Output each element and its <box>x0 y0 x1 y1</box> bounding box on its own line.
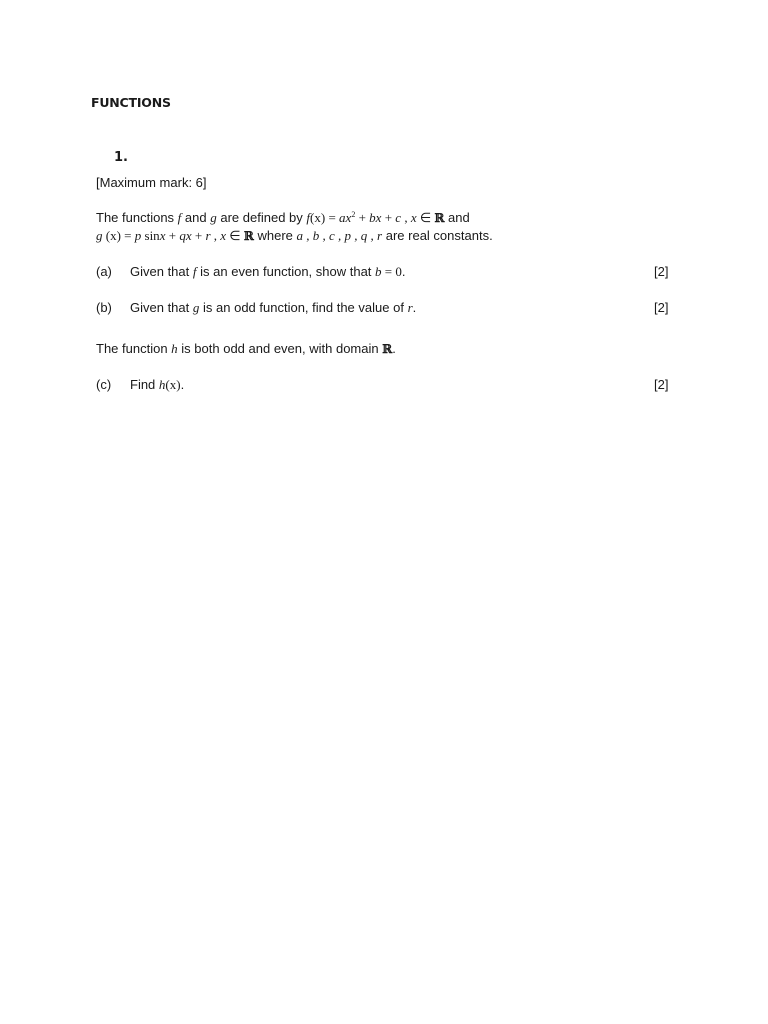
reals-symbol: ℝ <box>382 342 393 356</box>
part-c-expr-rest: (x) <box>165 377 181 392</box>
h-end: . <box>392 341 396 356</box>
part-a-expr-var: b <box>375 264 382 279</box>
g-def-r: r <box>205 228 211 243</box>
question-number: 1. <box>114 150 128 165</box>
part-b <box>96 300 416 316</box>
g-def-p: p <box>134 228 142 243</box>
g-def-q: qx <box>179 228 192 243</box>
part-c-mark: [2] <box>654 377 669 392</box>
f-def-b: bx <box>369 210 382 225</box>
f-def-xin: x <box>410 210 417 225</box>
h-text-2: is both odd and even, with domain <box>181 341 379 356</box>
part-b-text-1: Given that <box>130 300 190 315</box>
f-def-plus2: + <box>381 210 396 225</box>
g-def-plus2: + <box>191 228 206 243</box>
g-def-sin: sin <box>141 228 160 243</box>
f-def-arg: (x) <box>310 210 326 225</box>
intro-line-2 <box>96 228 493 244</box>
g-def-sx: x <box>159 228 166 243</box>
part-c <box>96 377 184 393</box>
g-def-eq: = <box>120 228 135 243</box>
h-text-1: The function <box>96 341 168 356</box>
intro-line-1 <box>96 210 470 226</box>
f-def-in: ∈ <box>416 210 435 225</box>
g-def-in: ∈ <box>226 228 244 243</box>
part-b-end: . <box>412 300 417 315</box>
and-text-2: and <box>448 210 470 225</box>
f-def-lhs: f <box>306 210 311 225</box>
g-symbol: g <box>210 210 217 225</box>
f-definition <box>306 210 444 225</box>
f-def-plus1: + <box>355 210 370 225</box>
g-definition <box>96 228 254 243</box>
part-b-mark: [2] <box>654 300 669 315</box>
intro-text-2: are defined by <box>220 210 303 225</box>
part-a-label: (a) <box>96 264 112 279</box>
part-b-text-2: is an odd function, find the value of <box>203 300 404 315</box>
h-symbol: h <box>171 341 178 356</box>
f-def-a: ax <box>339 210 352 225</box>
part-a-expr-rest: = 0 <box>381 264 402 279</box>
reals-symbol: ℝ <box>434 211 445 225</box>
g-def-lhs: g <box>96 228 103 243</box>
f-def-sep: , <box>401 210 411 225</box>
f-def-c: c <box>395 210 402 225</box>
intro-text-3: are real constants. <box>385 228 493 243</box>
reals-symbol: ℝ <box>243 229 254 243</box>
g-def-arg: (x) <box>102 228 121 243</box>
part-b-var: g <box>192 300 200 315</box>
f-def-exp: 2 <box>351 210 356 219</box>
part-a-var: f <box>192 264 197 279</box>
part-c-label: (c) <box>96 377 112 392</box>
part-a-text-2: is an even function, show that <box>200 264 372 279</box>
part-b-expr-var: r <box>407 300 413 315</box>
intro-text-1: The functions <box>96 210 175 225</box>
f-def-eq: = <box>325 210 340 225</box>
g-def-plus1: + <box>165 228 180 243</box>
part-c-text-1: Find <box>130 377 156 392</box>
part-a-end: . <box>401 264 406 279</box>
g-def-xin: x <box>220 228 227 243</box>
part-a <box>96 264 406 280</box>
h-statement <box>96 341 396 357</box>
max-mark: [Maximum mark: 6] <box>96 175 207 190</box>
section-heading: FUNCTIONS <box>91 95 171 110</box>
and-text: and <box>184 210 207 225</box>
f-symbol: f <box>177 210 182 225</box>
part-a-mark: [2] <box>654 264 669 279</box>
part-c-expr-var: h <box>158 377 166 392</box>
constants-list: a , b , c , p , q , r <box>296 228 383 243</box>
where-text: where <box>257 228 293 243</box>
g-def-sep: , <box>210 228 221 243</box>
part-b-label: (b) <box>96 300 112 315</box>
part-c-end: . <box>180 377 185 392</box>
part-a-text-1: Given that <box>130 264 190 279</box>
